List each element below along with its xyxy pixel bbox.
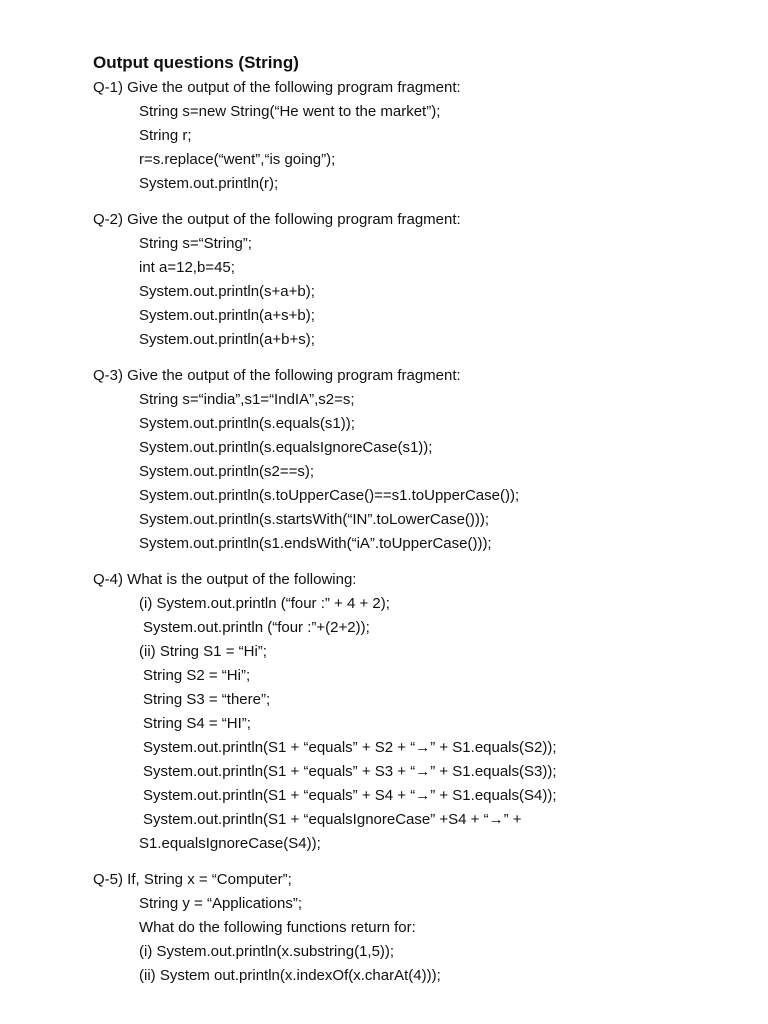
question-heading: Q-5) If, String x = “Computer”; <box>93 871 292 888</box>
question-4 <box>93 568 733 856</box>
code-line: S1.equalsIgnoreCase(S4)); <box>139 835 321 852</box>
code-line: (ii) System out.println(x.indexOf(x.charAt(4))); <box>139 967 441 984</box>
code-line: What do the following functions return for: <box>139 919 416 936</box>
code-line: (i) System.out.println(x.substring(1,5)); <box>139 943 395 960</box>
question-2 <box>93 208 733 352</box>
page-title: Output questions (String) <box>93 53 299 72</box>
code-line: System.out.println(s1.endsWith(“iA”.toUpperCase())); <box>139 535 492 552</box>
code-line: System.out.println(s.equalsIgnoreCase(s1)); <box>139 439 433 456</box>
code-line: System.out.println(a+b+s); <box>139 331 315 348</box>
code-line: System.out.println(s.toUpperCase()==s1.toUpperCase()); <box>139 487 520 504</box>
code-line: String s=new String(“He went to the market”); <box>139 103 441 120</box>
code-line: String y = “Applications”; <box>139 895 302 912</box>
question-heading: Q-3) Give the output of the following program fragment: <box>93 367 461 384</box>
code-line: String r; <box>139 127 192 144</box>
code-line: System.out.println(S1 + “equals” + S2 + “→” + S1.equals(S2)); <box>143 739 557 756</box>
code-line: String s=“String”; <box>139 235 252 252</box>
code-line: System.out.println(S1 + “equalsIgnoreCase” +S4 + “→” + <box>143 811 522 828</box>
code-line: System.out.println(s.startsWith(“IN”.toLowerCase())); <box>139 511 490 528</box>
code-line: System.out.println(S1 + “equals” + S4 + “→” + S1.equals(S4)); <box>143 787 557 804</box>
question-heading: Q-4) What is the output of the following: <box>93 571 357 588</box>
question-heading: Q-1) Give the output of the following program fragment: <box>93 79 461 96</box>
code-line: String S3 = “there”; <box>143 691 271 708</box>
document-page <box>93 50 733 988</box>
code-line: (i) System.out.println (“four :” + 4 + 2); <box>139 595 390 612</box>
question-3 <box>93 364 733 556</box>
code-line: String s=“india”,s1=“IndIA”,s2=s; <box>139 391 355 408</box>
code-line: (ii) String S1 = “Hi”; <box>139 643 267 660</box>
question-5 <box>93 868 733 988</box>
code-line: System.out.println(s.equals(s1)); <box>139 415 355 432</box>
code-line: r=s.replace(“went”,“is going”); <box>139 151 336 168</box>
code-line: System.out.println(a+s+b); <box>139 307 315 324</box>
question-1 <box>93 76 733 196</box>
code-line: String S2 = “Hi”; <box>143 667 251 684</box>
code-line: System.out.println (“four :”+(2+2)); <box>143 619 370 636</box>
code-line: System.out.println(s2==s); <box>139 463 315 480</box>
question-heading: Q-2) Give the output of the following program fragment: <box>93 211 461 228</box>
code-line: int a=12,b=45; <box>139 259 235 276</box>
code-line: String S4 = “HI”; <box>143 715 251 732</box>
code-line: System.out.println(r); <box>139 175 279 192</box>
code-line: System.out.println(s+a+b); <box>139 283 315 300</box>
code-line: System.out.println(S1 + “equals” + S3 + “→” + S1.equals(S3)); <box>143 763 557 780</box>
